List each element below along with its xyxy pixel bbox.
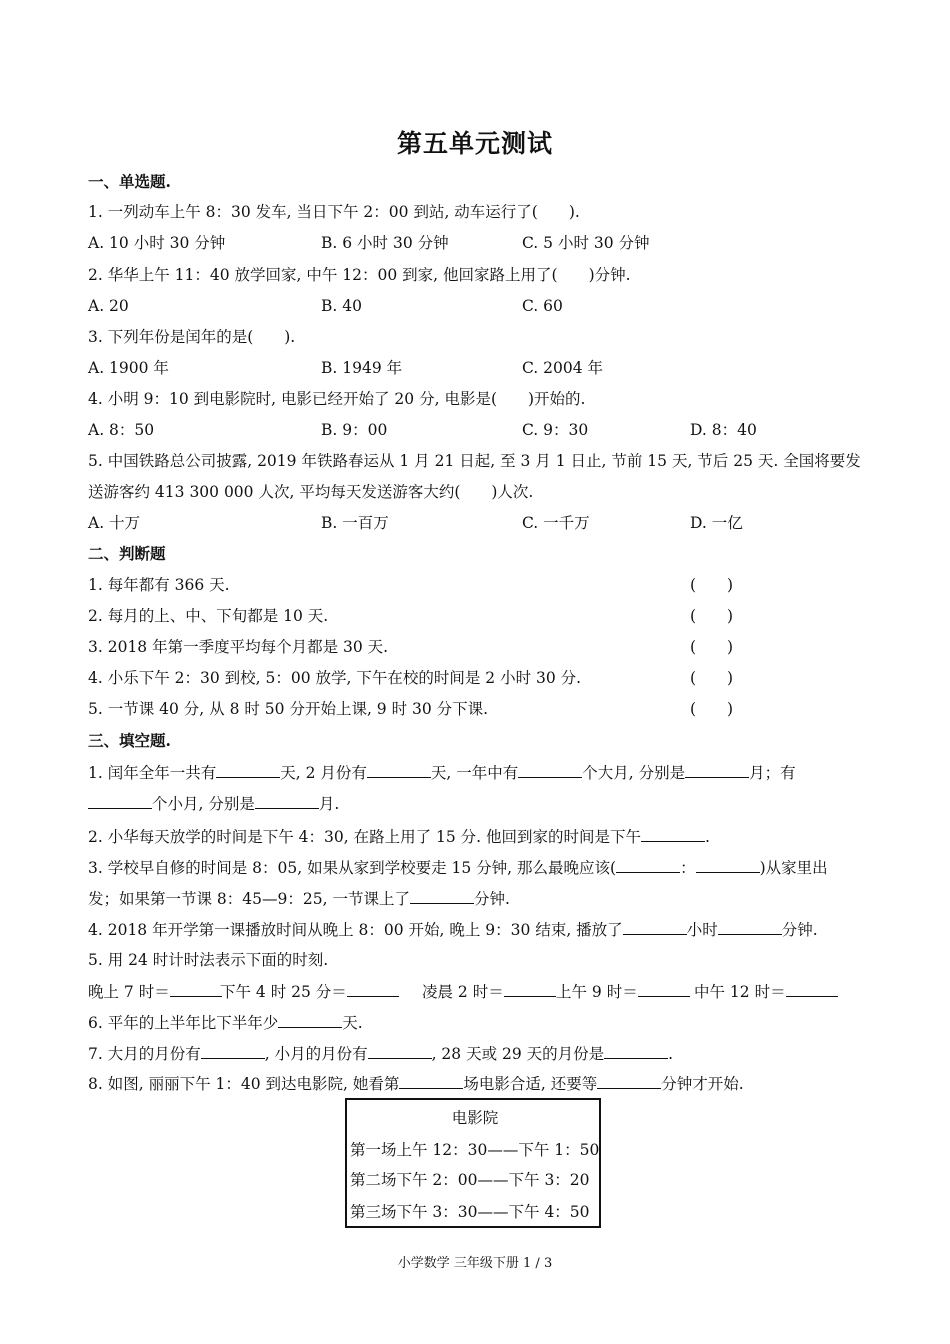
option-c: C. 2004 年 bbox=[522, 359, 604, 377]
page-footer: 小学数学 三年级下册 1 / 3 bbox=[397, 1256, 553, 1271]
option-b: B. 9：00 bbox=[321, 421, 388, 439]
fill-question-3-line-2 bbox=[88, 888, 510, 909]
fill-question-4 bbox=[88, 919, 818, 940]
text: )从家里出 bbox=[759, 859, 828, 877]
text: 天, 一年中有 bbox=[430, 764, 519, 782]
text: 4. 2018 年开学第一课播放时间从晚上 8：00 开始, 晚上 9：30 结束, 播放了 bbox=[88, 921, 623, 939]
answer-paren: ( ) bbox=[690, 669, 734, 687]
time-item bbox=[88, 981, 222, 1002]
question-2: 2. 华华上午 11：40 放学回家, 中午 12：00 到家, 他回家路上用了( )分钟. bbox=[88, 266, 631, 284]
option-b: B. 1949 年 bbox=[321, 359, 403, 377]
text: 发；如果第一节课 8：45—9：25, 一节课上了 bbox=[88, 890, 410, 908]
answer-blank bbox=[685, 762, 749, 778]
text: 分钟. bbox=[473, 890, 510, 908]
fill-question-6 bbox=[88, 1012, 363, 1033]
text: . bbox=[668, 1045, 674, 1063]
fill-question-3-line-1 bbox=[88, 857, 828, 878]
answer-blank bbox=[347, 981, 399, 997]
cinema-schedule-box bbox=[345, 1098, 601, 1228]
question-5-line-1: 5. 中国铁路总公司披露, 2019 年铁路春运从 1 月 21 日起, 至 3 月 1 日止, 节前 15 天, 节后 25 天. 全国将要发 bbox=[88, 452, 861, 470]
text: 7. 大月的月份有 bbox=[88, 1045, 201, 1063]
answer-blank bbox=[170, 981, 222, 997]
text: 场电影合适, 还要等 bbox=[463, 1075, 598, 1093]
answer-blank bbox=[623, 919, 687, 935]
text: 月；有 bbox=[749, 764, 796, 782]
time-item bbox=[422, 981, 556, 1002]
answer-blank bbox=[518, 762, 582, 778]
answer-blank bbox=[368, 1043, 432, 1059]
option-c: C. 60 bbox=[522, 297, 563, 315]
option-c: C. 9：30 bbox=[522, 421, 589, 439]
schedule-row-1: 第一场上午 12：30——下午 1：50 bbox=[350, 1141, 600, 1159]
fill-question-1-line-2 bbox=[88, 793, 339, 814]
answer-blank bbox=[410, 888, 474, 904]
option-b: B. 一百万 bbox=[321, 514, 389, 532]
answer-blank bbox=[616, 857, 680, 873]
answer-blank bbox=[641, 826, 705, 842]
judge-item-1: 1. 每年都有 366 天. bbox=[88, 576, 230, 594]
answer-blank bbox=[597, 1073, 661, 1089]
answer-blank bbox=[255, 793, 319, 809]
option-a: A. 20 bbox=[88, 297, 129, 315]
text: , 小月的月份有 bbox=[264, 1045, 368, 1063]
text: 个大月, 分别是 bbox=[582, 764, 686, 782]
text: 6. 平年的上半年比下半年少 bbox=[88, 1014, 279, 1032]
section-heading-true-false: 二、判断题 bbox=[88, 544, 166, 563]
answer-blank bbox=[278, 1012, 342, 1028]
text: 晚上 7 时＝ bbox=[88, 983, 170, 1001]
text: 凌晨 2 时＝ bbox=[422, 983, 504, 1001]
section-heading-fill-blank: 三、填空题. bbox=[88, 731, 171, 750]
answer-blank bbox=[638, 981, 690, 997]
fill-question-7 bbox=[88, 1043, 673, 1064]
judge-item-4: 4. 小乐下午 2：30 到校, 5：00 放学, 下午在校的时间是 2 小时 30 分. bbox=[88, 669, 582, 687]
section-heading-single-choice: 一、单选题. bbox=[88, 172, 171, 191]
option-d: D. 一亿 bbox=[690, 514, 743, 532]
option-b: B. 6 小时 30 分钟 bbox=[321, 234, 449, 252]
text: 分钟. bbox=[781, 921, 818, 939]
schedule-row-3: 第三场下午 3：30——下午 4：50 bbox=[350, 1203, 590, 1221]
text: 分钟才开始. bbox=[661, 1075, 744, 1093]
answer-paren: ( ) bbox=[690, 700, 734, 718]
option-b: B. 40 bbox=[321, 297, 362, 315]
option-c: C. 一千万 bbox=[522, 514, 590, 532]
judge-item-5: 5. 一节课 40 分, 从 8 时 50 分开始上课, 9 时 30 分下课. bbox=[88, 700, 489, 718]
text: 下午 4 时 25 分＝ bbox=[220, 983, 347, 1001]
answer-blank bbox=[604, 1043, 668, 1059]
answer-blank bbox=[399, 1073, 463, 1089]
answer-blank bbox=[504, 981, 556, 997]
text: 1. 闰年全年一共有 bbox=[88, 764, 217, 782]
answer-blank bbox=[367, 762, 431, 778]
text: , 28 天或 29 天的月份是 bbox=[431, 1045, 605, 1063]
fill-question-5: 5. 用 24 时计时法表示下面的时刻. bbox=[88, 951, 329, 969]
time-item bbox=[694, 981, 838, 1002]
answer-blank bbox=[786, 981, 838, 997]
option-c: C. 5 小时 30 分钟 bbox=[522, 234, 650, 252]
option-a: A. 十万 bbox=[88, 514, 141, 532]
answer-blank bbox=[216, 762, 280, 778]
cinema-title: 电影院 bbox=[451, 1109, 499, 1127]
time-item bbox=[220, 981, 399, 1002]
answer-paren: ( ) bbox=[690, 638, 734, 656]
question-5-line-2: 送游客约 413 300 000 人次, 平均每天发送游客大约( )人次. bbox=[88, 483, 534, 501]
option-a: A. 1900 年 bbox=[88, 359, 169, 377]
text: 天, 2 月份有 bbox=[280, 764, 367, 782]
answer-blank bbox=[696, 857, 760, 873]
text: 2. 小华每天放学的时间是下午 4：30, 在路上用了 15 分. 他回到家的时间是下午 bbox=[88, 828, 642, 846]
text: ： bbox=[680, 859, 696, 877]
schedule-row-2: 第二场下午 2：00——下午 3：20 bbox=[350, 1171, 590, 1189]
answer-blank bbox=[88, 793, 152, 809]
text: 小时 bbox=[686, 921, 718, 939]
text: 上午 9 时＝ bbox=[556, 983, 638, 1001]
text: 天. bbox=[342, 1014, 363, 1032]
option-a: A. 8：50 bbox=[88, 421, 155, 439]
text: 3. 学校早自修的时间是 8：05, 如果从家到学校要走 15 分钟, 那么最晚应该( bbox=[88, 859, 617, 877]
question-1: 1. 一列动车上午 8：30 发车, 当日下午 2：00 到站, 动车运行了( ). bbox=[88, 203, 580, 221]
answer-blank bbox=[718, 919, 782, 935]
answer-paren: ( ) bbox=[690, 576, 734, 594]
judge-item-3: 3. 2018 年第一季度平均每个月都是 30 天. bbox=[88, 638, 389, 656]
question-4: 4. 小明 9：10 到电影院时, 电影已经开始了 20 分, 电影是( )开始的. bbox=[88, 390, 586, 408]
fill-question-8 bbox=[88, 1073, 744, 1094]
answer-blank bbox=[201, 1043, 265, 1059]
text: 月. bbox=[318, 795, 340, 813]
text: 8. 如图, 丽丽下午 1：40 到达电影院, 她看第 bbox=[88, 1075, 400, 1093]
time-item bbox=[556, 981, 690, 1002]
option-d: D. 8：40 bbox=[690, 421, 757, 439]
text: 中午 12 时＝ bbox=[694, 983, 786, 1001]
text: . bbox=[705, 828, 710, 846]
text: 个小月, 分别是 bbox=[152, 795, 255, 813]
fill-question-2 bbox=[88, 826, 710, 847]
judge-item-2: 2. 每月的上、中、下旬都是 10 天. bbox=[88, 607, 329, 625]
answer-paren: ( ) bbox=[690, 607, 734, 625]
option-a: A. 10 小时 30 分钟 bbox=[88, 234, 226, 252]
question-3: 3. 下列年份是闰年的是( ). bbox=[88, 328, 296, 346]
page-title: 第五单元测试 bbox=[396, 129, 553, 158]
fill-question-1-line-1 bbox=[88, 762, 796, 783]
